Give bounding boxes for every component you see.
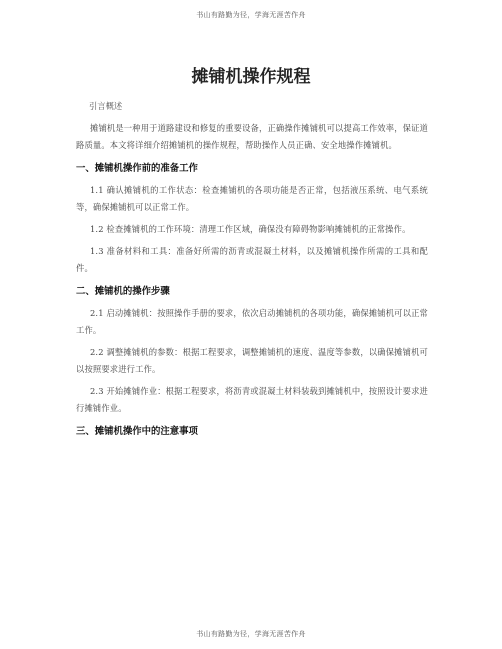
section-1-item-2: 1.2 检查摊铺机的工作环境：清理工作区域，确保没有障碍物影响摊铺机的正常操作。 [90, 224, 411, 234]
page-header-motto: 书山有路勤为径，学海无涯苦作舟 [196, 11, 306, 19]
section-heading-3: 三、摊铺机操作中的注意事项 [76, 426, 198, 437]
intro-label: 引言概述 [89, 101, 123, 111]
section-1-item-3: 1.3 准备材料和工具：准备好所需的沥青或混凝土材料，以及摊铺机操作所需的工具和配件。 [76, 246, 428, 273]
section-1-item-1: 1.1 确认摊铺机的工作状态：检查摊铺机的各项功能是否正常，包括液压系统、电气系统等，确保摊铺机可以正常工作。 [76, 185, 428, 212]
page-footer-motto: 书山有路勤为径，学海无涯苦作舟 [196, 630, 306, 638]
section-heading-2: 二、摊铺机的操作步骤 [76, 286, 170, 297]
intro-paragraph: 摊铺机是一种用于道路建设和修复的重要设备，正确操作摊铺机可以提高工作效率，保证道路质量。本文将详细介绍摊铺机的操作规程，帮助操作人员正确、安全地操作摊铺机。 [76, 123, 428, 150]
section-2-item-2: 2.2 调整摊铺机的参数：根据工程要求，调整摊铺机的速度、温度等参数，以确保摊铺机可以按照要求进行工作。 [76, 347, 428, 374]
section-heading-1: 一、摊铺机操作前的准备工作 [76, 163, 198, 174]
section-2-item-3: 2.3 开始摊铺作业：根据工程要求，将沥青或混凝土材料装载到摊铺机中，按照设计要求进行摊铺作业。 [76, 386, 428, 413]
document-body [76, 98, 428, 445]
section-2-item-1: 2.1 启动摊铺机：按照操作手册的要求，依次启动摊铺机的各项功能，确保摊铺机可以正常工作。 [76, 308, 428, 335]
document-title: 摊铺机操作规程 [191, 67, 311, 87]
